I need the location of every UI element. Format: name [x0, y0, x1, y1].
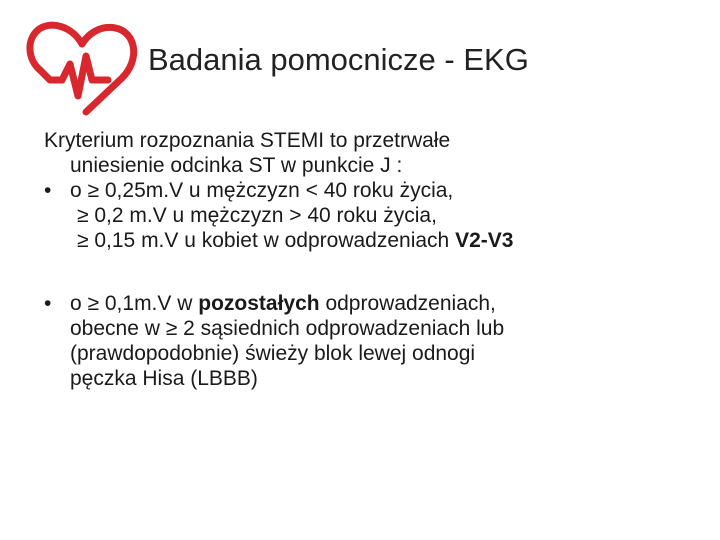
- bullet-bold-text: pozostałych: [198, 292, 320, 315]
- bullet-text: odprowadzeniach,: [319, 292, 496, 315]
- bullet-item-st-thresholds: [44, 178, 704, 203]
- bullet-continuation: ≥ 0,2 m.V u mężczyzn > 40 roku życia,: [77, 204, 437, 227]
- bullet-continuation: [44, 228, 704, 253]
- slide-title: Badania pomocnicze - EKG: [148, 42, 529, 77]
- bullet-text: ≥ 0,15 m.V u kobiet w odprowadzeniach: [77, 229, 456, 252]
- heart-ecg-outline: [30, 25, 108, 96]
- bullet-continuation: obecne w ≥ 2 sąsiednich odprowadzeniach lub: [70, 317, 505, 340]
- bullet-continuation: (prawdopodobnie) świeży blok lewej odnogi: [70, 342, 476, 365]
- intro-line: Kryterium rozpoznania STEMI to przetrwałe: [44, 129, 451, 152]
- bullet-icon: •: [44, 179, 52, 202]
- heart-ecg-icon: [22, 14, 140, 122]
- slide-body: [44, 128, 704, 391]
- intro-line: uniesienie odcinka ST w punkcie J :: [70, 154, 403, 177]
- bullet-item-other-leads: [44, 291, 704, 316]
- bullet-text: o ≥ 0,25m.V u mężczyzn < 40 roku życia,: [70, 179, 454, 202]
- spacer: [44, 253, 704, 291]
- bullet-text: o ≥ 0,1m.V w: [70, 292, 199, 315]
- bullet-continuation: pęczka Hisa (LBBB): [70, 367, 258, 390]
- bullet-icon: •: [44, 292, 52, 315]
- bullet-bold-text: V2-V3: [455, 229, 514, 252]
